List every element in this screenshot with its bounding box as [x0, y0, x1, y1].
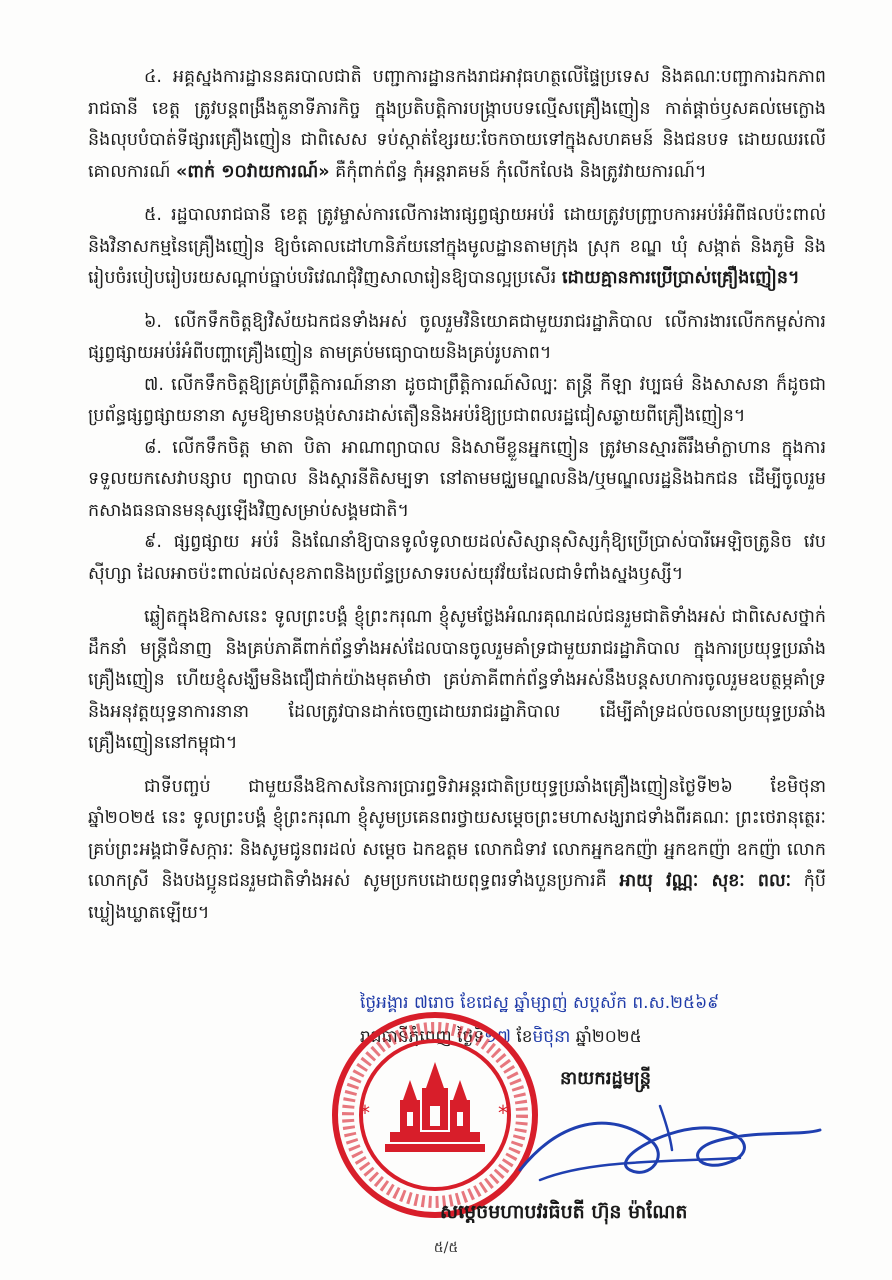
paragraph-9: ៩. ផ្សព្វផ្សាយ អប់រំ និងណែនាំឱ្យបានទូលំទូលាយដល់សិស្សានុសិស្សកុំឱ្យប្រើប្រាស់បារីអេឡិចត្រូនិច វេប ស៊ីហ្សា ដែលអាចប៉ះពាល់ដល់សុខភាពនិងប្រព័ន្ធប្រសាទរបស់យុវវ័យដែលជាទំពាំងស្នងឫស្សី។ — [88, 532, 826, 584]
paragraph-8: ៨. លើកទឹកចិត្ត មាតា បិតា អាណាព្យាបាល និងសាមីខ្លួនអ្នកញៀន ត្រូវមានស្មារតីរឹងមាំក្លាហាន ក្នុងការទទួលយកសេវាបន្សាប ព្យាបាល និងស្តារនីតិសម្បទា នៅតាមមជ្ឈមណ្ឌលនិង/ឬមណ្ឌលរដ្ឋនិងឯកជន ដើម្បីចូលរួមកសាងធនធានមនុស្សឡើងវិញសម្រាប់សង្គមជាតិ។ — [88, 437, 826, 521]
svg-text:*: * — [360, 1101, 370, 1125]
signatory-name: សម្តេចមហាបវរធិបតី ហ៊ុន ម៉ាណែត — [440, 1201, 688, 1223]
svg-text:*: * — [498, 1101, 508, 1125]
paragraph-4: ៤. អគ្គស្នងការដ្ឋាននគរបាលជាតិ បញ្ជាការដ្ឋានកងរាជអាវុធហត្ថលើផ្ទៃប្រទេស និងគណៈបញ្ជាការឯកភាពរាជធានី ខេត្ត ត្រូវបន្តពង្រឹងតួនាទីភារកិច្ច ក្នុងប្រតិបត្តិការបង្ក្រាបបទល្មើសគ្រឿងញៀន កាត់ផ្តាច់ឫសគល់មេក្លោង និងលុបបំបាត់ទីផ្សារគ្រឿងញៀន ជាពិសេស ទប់ស្កាត់ខ្សែរយៈចែកចាយទៅក្នុងសហគមន៍ និងជនបទ ដោយឈរលើគោលការណ៍ «ពាក់ ១០វាយការណ៍» គឺកុំពាក់ព័ន្ធ កុំអន្តរាគមន៍ កុំលើកលែង និងត្រូវវាយការណ៍។ — [88, 67, 826, 182]
letter-body — [88, 62, 826, 929]
paragraph-5: ៥. រដ្ឋបាលរាជធានី ខេត្ត ត្រូវម្ចាស់ការលើការងារផ្សព្វផ្សាយអប់រំ ដោយត្រូវបញ្ជ្រាបការអប់រំអំពីផលប៉ះពាល់ និងវិនាសកម្មនៃគ្រឿងញៀន ឱ្យចំគោលដៅហានិភ័យនៅក្នុងមូលដ្ឋានតាមក្រុង ស្រុក ខណ្ឌ ឃុំ សង្កាត់ និងភូមិ និងរៀបចំរបៀបរៀបរយសណ្តាប់ធ្នាប់បរិវេណជុំវិញសាលារៀនឱ្យបានល្អប្រសើរ ដោយគ្មានការប្រើប្រាស់គ្រឿងញៀន។ — [88, 205, 826, 288]
paragraph-6: ៦. លើកទឹកចិត្តឱ្យវិស័យឯកជនទាំងអស់ ចូលរួមវិនិយោគជាមួយរាជរដ្ឋាភិបាល លើការងារលើកកម្ពស់ការផ្សព្វផ្សាយអប់រំអំពីបញ្ហាគ្រឿងញៀន តាមគ្រប់មធ្យោបាយនិងគ្រប់រូបភាព។ — [88, 311, 826, 363]
lunar-date: ថ្ងៃអង្គារ ៧រោច ខែជេស្ឋ ឆ្នាំម្សាញ់ សប្តស័ក ព.ស.២៥៦៩ — [360, 993, 720, 1013]
signature-icon — [500, 1100, 830, 1200]
signatory-title: នាយករដ្ឋមន្ត្រី — [560, 1068, 652, 1089]
solar-date: រាជធានីភ្នំពេញ ថ្ងៃទី១៧ ខែមិថុនា ឆ្នាំ២០២៥ — [360, 1027, 642, 1047]
paragraph-thanks: ឆ្លៀតក្នុងឱកាសនេះ ទូលព្រះបង្គំ ខ្ញុំព្រះករុណា ខ្ញុំសូមថ្លែងអំណរគុណដល់ជនរួមជាតិទាំងអស់ ជាពិសេសថ្នាក់ដឹកនាំ មន្ត្រីជំនាញ និងគ្រប់ភាគីពាក់ព័ន្ធទាំងអស់ដែលបានចូលរួមគាំទ្រជាមួយរាជរដ្ឋាភិបាល ក្នុងការប្រយុទ្ធប្រឆាំងគ្រឿងញៀន ហើយខ្ញុំសង្ឃឹមនិងជឿជាក់យ៉ាងមុតមាំថា គ្រប់ភាគីពាក់ព័ន្ធទាំងអស់នឹងបន្តសហការចូលរួមឧបត្ថម្ភគាំទ្រនិងអនុវត្តយុទ្ធនាការនានា ដែលត្រូវបានដាក់ចេញដោយរាជរដ្ឋាភិបាល ដើម្បីគាំទ្រដល់ចលនាប្រយុទ្ធប្រឆាំងគ្រឿងញៀននៅកម្ពុជា។ — [88, 607, 826, 753]
paragraph-closing: ជាទីបញ្ចប់ ជាមួយនឹងឱកាសនៃការប្រារព្ធទិវាអន្តរជាតិប្រយុទ្ធប្រឆាំងគ្រឿងញៀនថ្ងៃទី២៦ ខែមិថុនា ឆ្នាំ២០២៥ នេះ ទូលព្រះបង្គំ ខ្ញុំព្រះករុណា ខ្ញុំសូមប្រគេនពរថ្វាយសម្តេចព្រះមហាសង្ឃរាជទាំងពីរគណៈ ព្រះថេរានុត្ថេរៈគ្រប់ព្រះអង្គជាទីសក្ការៈ និងសូមជូនពរដល់ សម្តេច ឯកឧត្តម លោកជំទាវ លោកអ្នកឧកញ៉ា អ្នកឧកញ៉ា ឧកញ៉ា លោក លោកស្រី និងបងប្អូនជនរួមជាតិទាំងអស់ សូមប្រកបដោយពុទ្ធពរទាំងបួនប្រការគឺ អាយុ វណ្ណៈ សុខៈ ពលៈ កុំបីឃ្លៀងឃ្លាតឡើយ។ — [88, 776, 826, 923]
paragraph-7: ៧. លើកទឹកចិត្តឱ្យគ្រប់ព្រឹត្តិការណ៍នានា ដូចជាព្រឹត្តិការណ៍សិល្បៈ តន្ត្រី កីឡា វប្បធម៌ និងសាសនា ក៏ដូចជាប្រព័ន្ធផ្សព្វផ្សាយនានា សូមឱ្យមានបង្កប់សារដាស់តឿននិងអប់រំឱ្យប្រជាពលរដ្ឋជៀសឆ្ងាយពីគ្រឿងញៀន។ — [88, 374, 826, 426]
page-number: ៥/៥ — [433, 1240, 459, 1256]
